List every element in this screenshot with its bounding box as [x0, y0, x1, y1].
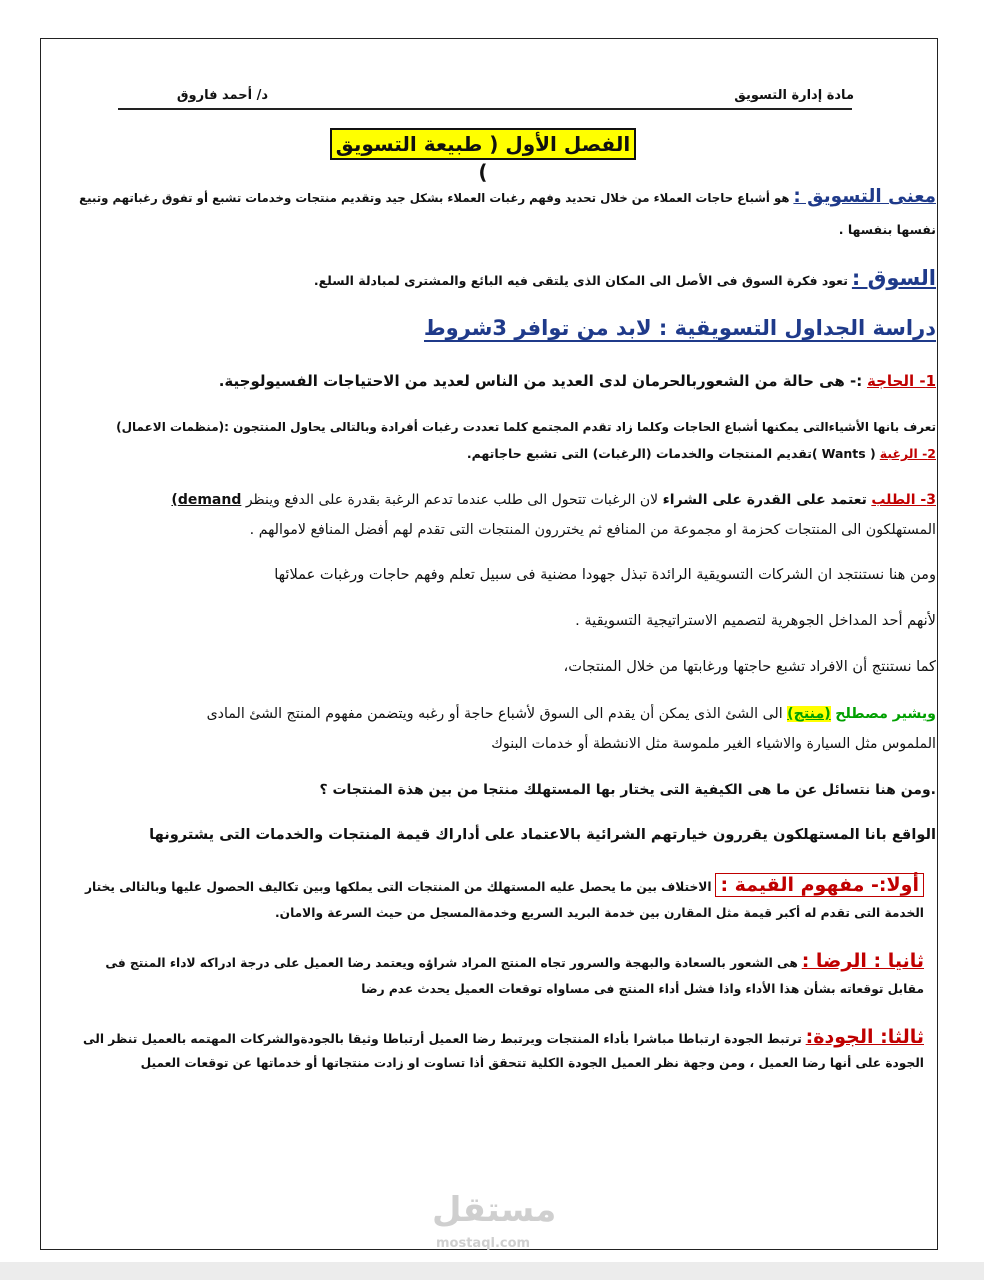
wants-label: 2- الرغبة — [879, 446, 936, 461]
demand-label: 3- الطلب — [871, 492, 936, 508]
demand-line2: المستهلكون الى المنتجات كحزمة او مجموعة من المنافع ثم يختررون المنتجات التى تقدم لهم أفضل المنافع لاموالهم . — [249, 522, 936, 538]
quality-label: ثالثا: الجودة: — [805, 1026, 924, 1048]
quality-line — [83, 1026, 924, 1048]
section-title: دراسة الجداول التسويقية : لابد من توافر 3شروط — [423, 316, 936, 340]
product-text: الى الشئ الذى يمكن أن يقدم الى السوق لأشباع حاجة أو رغبه ويتضمن مفهوم المنتج الشئ المادى — [206, 706, 788, 722]
satisfaction-line2: مقابل توقعاته بشأن هذا الأداء واذا فشل أداء المنتج فى مساواه توقعات العميل يحدث عدم رضا — [361, 982, 924, 996]
course-name: مادة إدارة التسويق — [734, 88, 854, 103]
watermark-logo: مستقل — [432, 1190, 557, 1230]
watermark-domain: mostaql.com — [436, 1236, 531, 1251]
market-definition — [314, 266, 936, 290]
satisfaction-line1: هى الشعور بالسعادة والبهجة والسرور تجاه المنتج المراد شراؤه ويعتمد رضا العميل على درجة ادراكه لاداء المنتج فى — [105, 956, 798, 970]
author-name: د/ أحمد فاروق — [176, 88, 268, 103]
product-term: (منتج) — [787, 706, 831, 722]
demand-text: لان الرغبات تتحول الى طلب عندما تدعم الرغبة بقدرة على الدفع وينظر — [245, 492, 663, 508]
satisfaction-label: ثانيا : الرضا : — [801, 950, 924, 972]
marketing-definition-line2: نفسها بنفسها . — [838, 222, 936, 237]
demand-line — [171, 492, 936, 508]
value-line — [85, 874, 924, 896]
value-line2: الخدمة التى تقدم له أكبر قيمة مثل المقارن بين خدمة البريد السريع وخدمةالمسجل من حيث السرعة والامان. — [275, 906, 924, 920]
quality-line1: ترتبط الجودة ارتباطا مباشرا بأداء المنتجات ويرتبط رضا العميل أرتباطا وثيقا بالجودةوالشركات المهتمه بالعميل تنظر الى — [82, 1032, 802, 1046]
header-rule — [118, 108, 852, 110]
conclusion-line2: لأنهم أحد المداخل الجوهرية لتصميم الاستراتيجية التسويقية . — [575, 612, 936, 629]
marketing-term: معنى التسويق : — [793, 186, 936, 207]
conclusion2: كما نستنتج أن الافراد تشبع حاجتها ورغابتها من خلال المنتجات، — [563, 658, 936, 675]
wants-line — [467, 446, 936, 461]
quality-line2: الجودة على أنها رضا العميل ، ومن وجهة نظر العميل الجودة الكلية تتحقق أذا تساوت او زادت منتجاتها أو خدماتها عن توقعات العميل — [140, 1056, 924, 1070]
market-term: السوق : — [851, 266, 936, 290]
reality-line: الواقع بانا المستهلكون يقررون خيارتهم الشرائية بالاعتماد على أداراك قيمة المنتجات والخدمات التى يشترونها — [149, 826, 936, 843]
marketing-definition-line1: هو أشباع حاجات العملاء من خلال تحديد وفهم رغبات العملاء بشكل جيد وتقديم منتجات وخدمات تشبع أو تفوق رغباتهم وتبيع — [79, 191, 790, 205]
satisfaction-line — [105, 950, 924, 972]
need-line — [219, 372, 936, 390]
need-text: :- هى حالة من الشعوربالحرمان لدى العديد من الناس لعديد من الاحتياجات الفسيولوجية. — [218, 372, 863, 390]
question-line: .ومن هنا نتسائل عن ما هى الكيفية التى يختار بها المستهلك منتجا من بين هذة المنتجات ؟ — [319, 782, 936, 798]
wants-intro: تعرف بانها الأشياءالتى يمكنها أشباع الحاجات وكلما زاد تقدم المجتمع كلما تعددت رغبات أفرادة وبالتالى يحاول المنتجون :(منظمات الاعمال) — [116, 420, 936, 434]
demand-en: demand) — [171, 492, 242, 508]
value-label: أولا:- مفهوم القيمة : — [715, 873, 924, 897]
demand-text-bold: تعتمد على القدرة على الشراء — [662, 492, 867, 508]
wants-en: ( Wants — [821, 446, 876, 461]
conclusion-line1: ومن هنا نستنتجد ان الشركات التسويقية الرائدة تبذل جهودا مضنية فى سبيل تعلم وفهم حاجات ورغبات عملائها — [274, 566, 936, 583]
value-line1: الاختلاف بين ما يحصل عليه المستهلك من المنتجات التى يملكها وبين تكاليف الحصول عليها وبالتالى يختار — [85, 880, 712, 894]
marketing-definition — [79, 186, 936, 207]
chapter-title: الفصل الأول ( طبيعة التسويق ) — [330, 128, 636, 160]
scan-bottom-edge — [0, 1262, 984, 1280]
product-line2: الملموس مثل السيارة والاشياء الغير ملموسة مثل الانشطة أو خدمات البنوك — [491, 736, 936, 752]
wants-text: )تقديم المنتجات والخدمات (الرغبات) التى تشبع حاجاتهم. — [466, 446, 818, 461]
market-definition-text: تعود فكرة السوق فى الأصل الى المكان الذى يلتقى فيه البائع والمشترى لمبادلة السلع. — [313, 273, 848, 288]
product-label: ويشير مصطلح — [835, 706, 936, 722]
need-label: 1- الحاجة — [866, 372, 936, 390]
product-line — [207, 706, 936, 722]
